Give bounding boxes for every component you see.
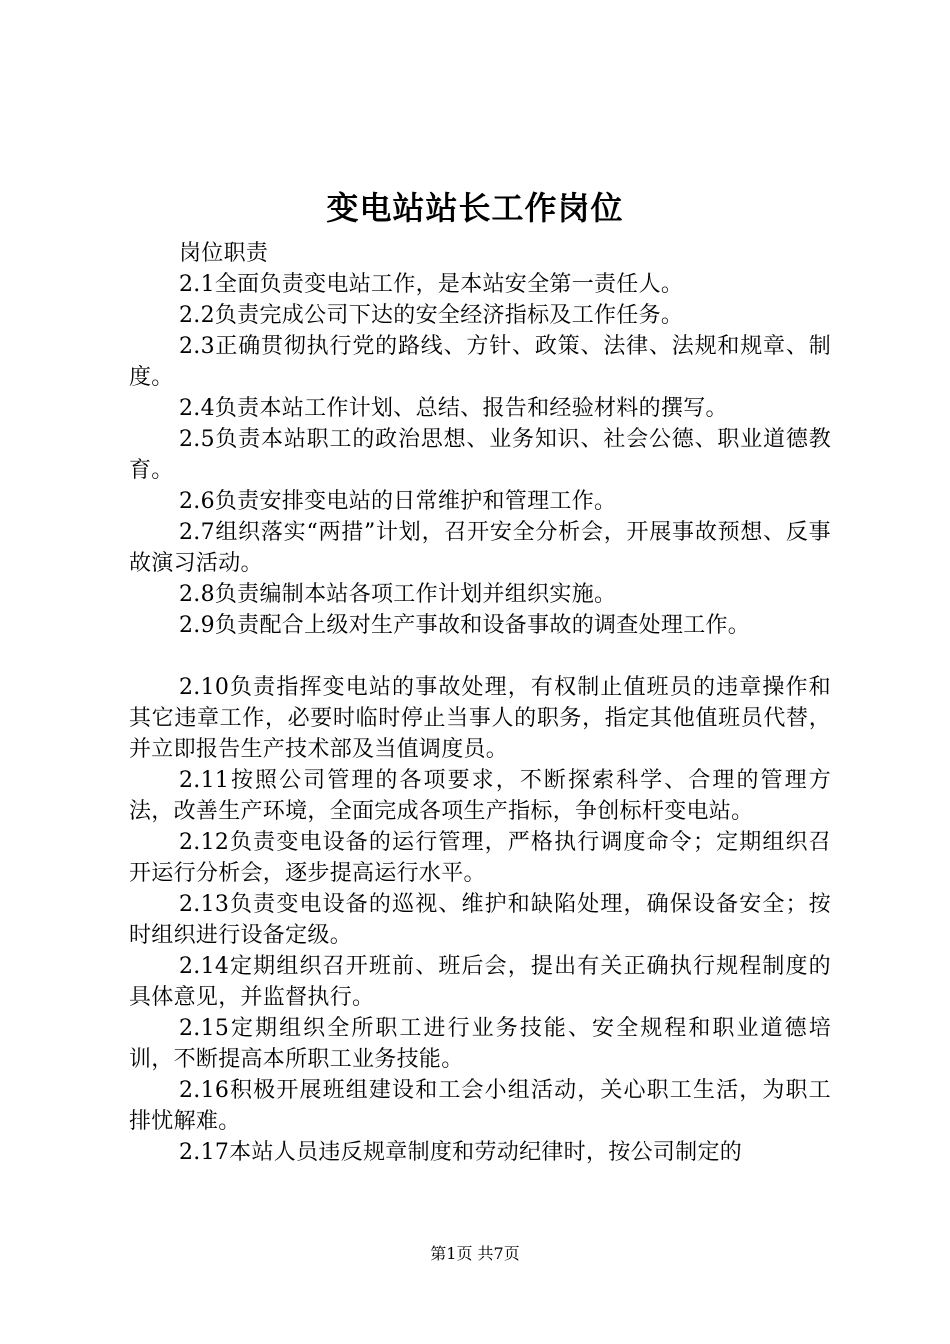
- duty-paragraph: 2.4负责本站工作计划、总结、报告和经验材料的撰写。: [179, 396, 728, 421]
- duty-paragraph: 2.10负责指挥变电站的事故处理，有权制止值班员的违章操作和其它违章工作，必要时临时停止当事人的职务，指定其他值班员代替，并立即报告生产技术部及当值调度员。: [129, 675, 831, 762]
- duty-paragraph: 2.8负责编制本站各项工作计划并组织实施。: [179, 582, 617, 607]
- duty-paragraph: 2.7组织落实“两措”计划，召开安全分析会，开展事故预想、反事故演习活动。: [129, 520, 831, 576]
- page-title: 变电站站长工作岗位: [326, 189, 624, 227]
- paragraph-gap: [129, 641, 831, 672]
- duty-paragraph: 2.11按照公司管理的各项要求，不断探索科学、合理的管理方法，改善生产环境，全面完成各项生产指标，争创标杆变电站。: [129, 768, 831, 824]
- duty-paragraph: 2.15定期组织全所职工进行业务技能、安全规程和职业道德培训，不断提高本所职工业务技能。: [129, 1016, 831, 1072]
- duty-list-part-1: [129, 269, 831, 641]
- duty-paragraph: 2.13负责变电设备的巡视、维护和缺陷处理，确保设备安全；按时组织进行设备定级。: [129, 892, 831, 948]
- duty-paragraph: 2.16积极开展班组建设和工会小组活动，关心职工生活，为职工排忧解难。: [129, 1078, 831, 1134]
- duty-paragraph: 2.3正确贯彻执行党的路线、方针、政策、法律、法规和规章、制度。: [129, 334, 831, 390]
- duty-paragraph: 2.17本站人员违反规章制度和劳动纪律时，按公司制定的: [179, 1140, 743, 1165]
- section-heading: 岗位职责: [179, 241, 269, 266]
- duty-paragraph: 2.6负责安排变电站的日常维护和管理工作。: [179, 489, 617, 514]
- duty-paragraph: 2.9负责配合上级对生产事故和设备事故的调查处理工作。: [179, 613, 751, 638]
- duty-paragraph: 2.2负责完成公司下达的安全经济指标及工作任务。: [179, 303, 684, 328]
- duty-paragraph: 2.12负责变电设备的运行管理，严格执行调度命令；定期组织召开运行分析会，逐步提高运行水平。: [129, 830, 831, 886]
- duty-list-part-2: [129, 672, 831, 1168]
- duty-paragraph: 2.1全面负责变电站工作，是本站安全第一责任人。: [179, 272, 684, 297]
- duty-paragraph: 2.14定期组织召开班前、班后会，提出有关正确执行规程制度的具体意见，并监督执行。: [129, 954, 831, 1010]
- page-footer: 第1页 共7页: [430, 1244, 520, 1263]
- document-body: [129, 238, 831, 1168]
- duty-paragraph: 2.5负责本站职工的政治思想、业务知识、社会公德、职业道德教育。: [129, 427, 831, 483]
